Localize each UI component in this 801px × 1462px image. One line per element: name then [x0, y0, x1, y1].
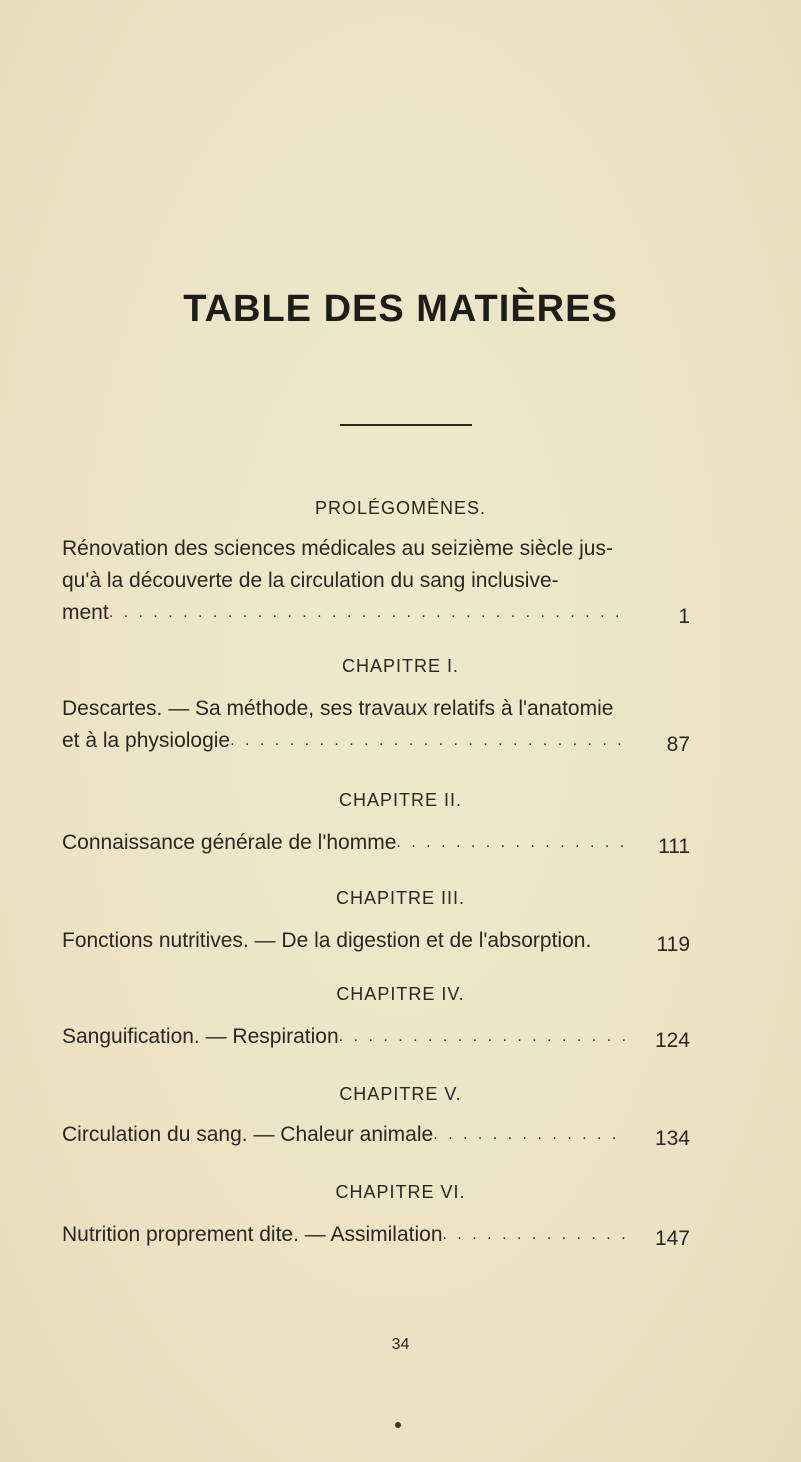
- toc-entry-chapitre-6: [62, 1220, 627, 1250]
- dot-leader: [396, 828, 627, 858]
- dot-leader: [339, 1022, 627, 1052]
- paper-speck: [395, 1422, 401, 1428]
- dot-leader: [443, 1220, 628, 1250]
- toc-entry-chapitre-1: [62, 726, 627, 756]
- entry-title: et à la physiologie: [62, 729, 231, 752]
- section-heading-chapitre-5: CHAPITRE V.: [339, 1084, 462, 1104]
- page-number: 1: [678, 605, 690, 628]
- dot-leader: [109, 598, 627, 628]
- printer-signature-mark: 34: [391, 1336, 410, 1353]
- page-title: TABLE DES MATIÈRES: [183, 288, 618, 330]
- entry-title: Nutrition proprement dite. — Assimilation: [62, 1223, 443, 1246]
- toc-entry-chapitre-3: Fonctions nutritives. — De la digestion et de l'absorption.: [62, 929, 592, 952]
- entry-title: Connaissance générale de l'homme: [62, 831, 397, 854]
- dot-leader: [230, 726, 627, 756]
- section-heading-chapitre-3: CHAPITRE III.: [335, 888, 465, 908]
- section-heading-prolegomenes: PROLÉGOMÈNES.: [314, 498, 487, 518]
- section-heading-chapitre-6: CHAPITRE VI.: [335, 1182, 466, 1202]
- section-heading-chapitre-4: CHAPITRE IV.: [336, 984, 465, 1004]
- toc-entry-chapitre-2: [62, 828, 627, 858]
- page-number: 147: [654, 1227, 690, 1250]
- toc-entry-chapitre-5: [62, 1120, 627, 1150]
- entry-title: Sanguification. — Respiration: [62, 1025, 339, 1048]
- title-rule: [340, 424, 472, 426]
- entry-text-line: qu'à la découverte de la circulation du sang inclusive-: [62, 569, 559, 592]
- section-heading-chapitre-1: CHAPITRE I.: [341, 656, 459, 676]
- entry-title: Circulation du sang. — Chaleur animale: [62, 1123, 434, 1146]
- page-number: 119: [656, 933, 690, 956]
- page-number: 87: [666, 733, 690, 756]
- entry-title: ment: [62, 601, 109, 624]
- dot-leader: [433, 1120, 627, 1150]
- toc-entry-prolegomenes: [62, 598, 627, 628]
- page-number: 124: [654, 1029, 690, 1052]
- section-heading-chapitre-2: CHAPITRE II.: [338, 790, 462, 810]
- entry-text-line: Descartes. — Sa méthode, ses travaux relatifs à l'anatomie: [62, 697, 614, 720]
- toc-entry-chapitre-4: [62, 1022, 627, 1052]
- page-number: 134: [654, 1127, 690, 1150]
- entry-text-line: Rénovation des sciences médicales au seizième siècle jus-: [62, 537, 613, 560]
- page-number: 111: [658, 835, 690, 858]
